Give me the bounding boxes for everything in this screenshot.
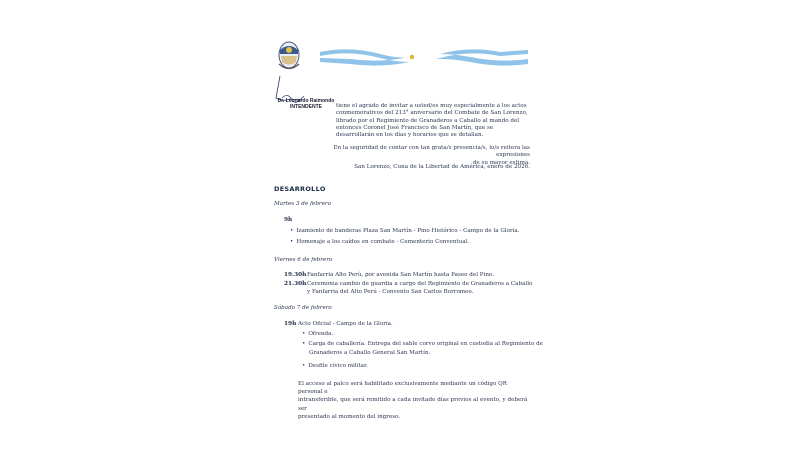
- section-title: DESARROLLO: [274, 185, 326, 193]
- access-note-line-3: presentado al momento del ingreso.: [298, 413, 401, 420]
- access-note-line-2: intransferible, que será remitido a cada invitado días previos al evento, y deberá ser: [298, 397, 528, 412]
- day-3-label: Sábado 7 de febrero: [274, 305, 332, 311]
- day-1-label: Martes 3 de febrero: [274, 201, 331, 207]
- day-3-item-1: • Ofrenda.: [302, 331, 333, 338]
- day-2-time-2: 21.30h: [284, 281, 307, 287]
- signer-role: INTENDENTE: [290, 104, 322, 110]
- coat-of-arms-emblem: [276, 40, 302, 72]
- argentine-flag-ribbon: [320, 46, 528, 70]
- closing-line-1: En la seguridad de contar con tan grata/s presencia/s, lo/s reitera las expresiones: [333, 145, 530, 159]
- day-1-time: 9h: [284, 217, 293, 223]
- day-3-item-2-cont: Granaderos a Caballo General San Martín.: [309, 350, 431, 356]
- access-note: [298, 380, 530, 421]
- day-3-item-3: • Desfile cívico militar.: [302, 363, 368, 370]
- day-2-label: Viernes 6 de febrero: [274, 257, 333, 263]
- signer-name: Dr. Leonardo Raimondo: [277, 98, 335, 104]
- day-1-item-1: • Izamiento de banderas Plaza San Martín - Pino Histórico - Campo de la Gloria.: [290, 228, 520, 235]
- day-2-event-2: Ceremonia cambio de guardia a cargo del Regimiento de Granaderos a Caballo: [307, 281, 533, 287]
- day-1-item-2: • Homenaje a los caídos en combate - Cementerio Conventual.: [290, 239, 469, 246]
- day-2-event-2-cont: y Fanfarria del Alto Perú - Convento San Carlos Borromeo.: [307, 289, 474, 295]
- intro-paragraph: tiene el agrado de invitar a usted/es muy especialmente a los actos conmemorativos del 213° aniversario del Combate de San Lorenzo, librado por el Regimiento de Granaderos a Caballo al mando del entonces Coronel José Francisco de San Martín, que se desarrollarán en los días y horarios que se detallan.: [336, 103, 528, 139]
- access-note-line-1: El acceso al palco será habilitado exclusivamente mediante un código QR personal e: [298, 381, 507, 396]
- day-3-item-2: • Carga de caballería. Entrega del sable corvo original en custodia al Regimiento de: [302, 341, 543, 348]
- day-3-time: 19h: [284, 321, 297, 327]
- day-3-title: Acto Oficial - Campo de la Gloria.: [298, 321, 393, 327]
- day-2-time-1: 19.30h: [284, 272, 307, 278]
- signer-block: [276, 98, 336, 110]
- closing-line-2: de su mayor estima.: [472, 159, 530, 166]
- date-line: San Lorenzo, Cuna de la Libertad de América, enero de 2026.: [354, 164, 530, 170]
- day-2-event-1: Fanfarria Alto Perú, por avenida San Martín hasta Paseo del Pino.: [307, 272, 494, 278]
